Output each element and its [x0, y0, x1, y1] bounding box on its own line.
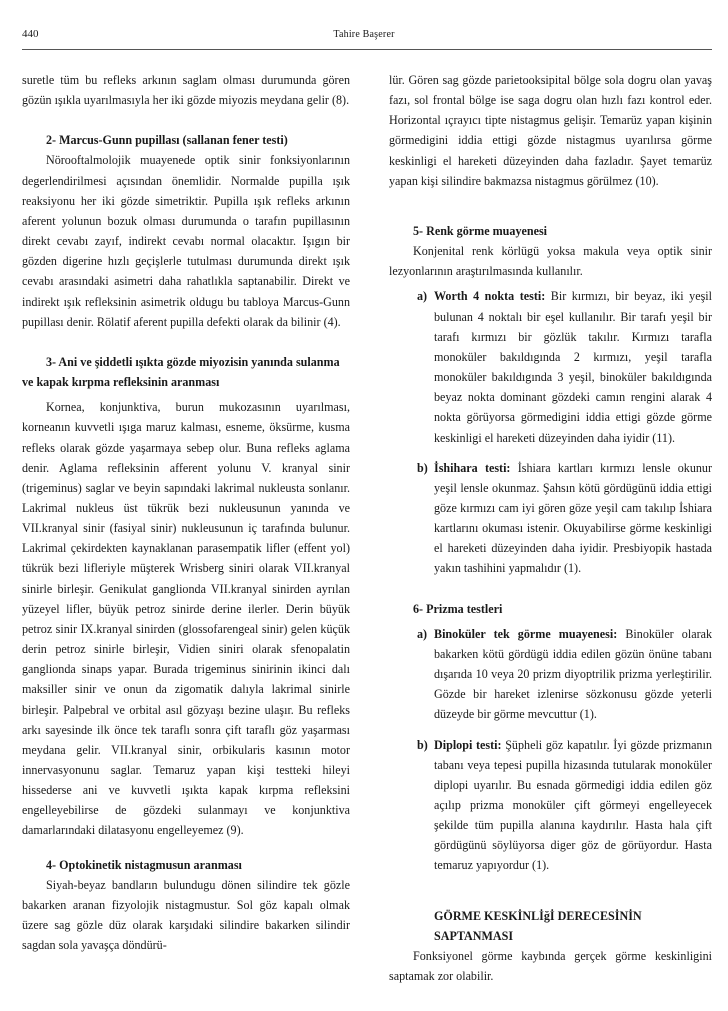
- paragraph-color-vision: Konjenital renk körlügü yoksa makula veya optik sinir lezyonlarının araştırılmasında kullanılır.: [389, 244, 712, 279]
- heading-visual-acuity-line2: SAPTANMASI: [434, 928, 514, 943]
- heading-reflex-test: 3- Ani ve şiddetli ışıkta gözde miyozisin yanında sulanma ve kapak kırpma refleksinin aranması: [22, 354, 340, 390]
- list-term: Binoküler tek görme muayenesi:: [434, 626, 618, 641]
- list-term: Worth 4 nokta testi:: [434, 289, 546, 304]
- heading-optokinetic: 4- Optokinetik nistagmusun aranması: [46, 857, 242, 872]
- left-column: [22, 70, 350, 955]
- page-header: [0, 0, 728, 56]
- paragraph-optokinetic: Siyah-beyaz bandların bulundugu dönen silindire tek gözle bakarken aranan fizyolojik nistagmustur. Sol göz kapalı olmak üzere sag gözle düz olarak karşıdaki silindire bakarken silindir sagdan sola yavaşça döndürü-: [22, 877, 350, 953]
- heading-visual-acuity-line1: GÖRME KESKİNLİğİ DERECESİNİN: [434, 908, 642, 923]
- list-item-binocular-test: [389, 624, 712, 725]
- list-item-worth-test: [389, 286, 712, 447]
- paragraph-reflex-test: Kornea, konjunktiva, burun mukozasının uyarılması, korneanın kuvvetli ışıga maruz kalması, esneme, öksürme, kusma refleks olarak gözde yaşarmaya sebep olur. Buna refleks aglama denir. Aglama refleksinin afferent yolunu V. kranyal sinir (trigeminus) saglar ve beyin sapındaki lakrimal nukleusta sonlanır. Lakrimal nukleus üst tükrük bezi nukleusunun yanında ve VII.kranyal sinir (fasiyal sinir) nukleusunun iç tarafında bulunur. Lakrimal çekirdekten kaynaklanan parasempatik lifler (effent yol) tükrük bezi lifleriyle müşterek Wrisberg siniri olarak VII.kranyal sinirle birleşir. Genikulat ganglionda VII.kranyal sinirden ayrılan yüzeyel lifler, büyük petroz sinirde derine ilerler. Derin büyük petroz sinir IX.kranyal sinirden (glossofarengeal sinir) gelen küçük derin petroz sinirle birleşir, Vidien siniri olarak sfenopalatin ganglionda sinaps yapar. Burada trigeminus sinirinin ikinci dalı maksiller sinir ve onun da zigomatik dalıyla lakrimal sinirle birleşir. Palpebral ve orbital asıl gözyaşı bezine ulaşır. Bu refleks arkı sayesinde ilk önce tek taraflı sonra çift taraflı göz yaşarması meydana gelir. VII.kranyal sinir, orbikularis kasının motor innervasyonunu saglar. Temaruz yapan kişi testteki hileyi hissederse ani ve kuvvetli ışıkta kapak kırpma refleksini engelleyebilirse de gözdeki sulanmayı ve konjunktiva damarlarındaki dilatasyonu engelleyemez (9).: [22, 400, 350, 838]
- list-text: Bir kırmızı, bir beyaz, iki yeşil bulunan 4 noktalı bir eşel kullanılır. Bir tarafı yeşil bir tarafı kırmızı bir gözlük takılır. Kırmızı tarafla monoküler bakıldıgında 2 kırmızı, yeşil tarafla monoküler bakıldıgında 3 yeşil, binoküler bakıldıgında beyaz nokta dominant gözdeki camın rengini alarak 4 nokta görüyorsa görmedigini iddia ettigi gözde görme keskinligi el hareketi düzeyinden daha iyidir (11).: [434, 289, 712, 445]
- list-item-diplopia-test: [389, 735, 712, 876]
- heading-color-vision: 5- Renk görme muayenesi: [413, 223, 548, 238]
- list-text: Şüpheli göz kapatılır. İyi gözde prizmanın tabanı veya tepesi pupilla hizasında tutularak monoküler diplopi uyarılır. Bu esnada görmedigi iddia edilen göz açılıp prizma monoküler çift görmeyi engelleyecek şekilde tüm pupilla alanına kaydırılır. Hasta hala çift gördügünü söylüyorsa diger göz de görüyordur. Hasta temaruz yapıyordur (1).: [434, 737, 712, 873]
- page-number: 440: [22, 28, 39, 40]
- list-term: İshihara testi:: [434, 460, 511, 475]
- paragraph-nystagmus-continued: lür. Gören sag gözde parietooksipital bölge sola dogru olan yavaş fazı, sol frontal bölge ise saga dogru olan hızlı fazı kontrol eder. Horizontal ıçrayıcı tipte nistagmus gelişir. Temarüz yapan kişinin görmedigini iddia ettigi gözde nistagmus uyarılırsa görme keskinligi el hareketi düzeyinden daha fazladır. Şayet temarüz yapan kişi silindire bakmazsa nistagmus görülmez (10).: [389, 73, 712, 188]
- list-marker: b): [417, 460, 428, 475]
- paragraph-continuation: suretle tüm bu refleks arkının saglam olması durumunda gören gözün ışıkla uyarılmasıyla her iki gözde miyozis meydana gelir (8).: [22, 73, 350, 108]
- list-text: İshiara kartları kırmızı lensle okunur yeşil lensle okunmaz. Şahsın kötü gördügünü iddia ettigi göze kırmızı cam iyi gören göze yeşil cam takılıp İshiara kartlarını okuması istenir. Okuyabilirse görme keskinligi el hareketi düzeyinden daha iyidir. Presbiyopik hastada yakın tashihini yapmalıdır (1).: [434, 460, 712, 576]
- paragraph-visual-acuity: Fonksiyonel görme kaybında gerçek görme keskinligini saptamak zor olabilir.: [389, 948, 712, 984]
- list-marker: a): [417, 626, 428, 641]
- heading-visual-acuity: [389, 906, 712, 946]
- running-head-author: Tahire Başerer: [333, 29, 395, 40]
- list-marker: b): [417, 737, 428, 752]
- list-term: Diplopi testi:: [434, 737, 502, 752]
- list-item-ishihara-test: [389, 458, 712, 579]
- list-marker: a): [417, 289, 428, 304]
- list-text: Binoküler olarak bakarken kötü gördügü iddia edilen gözün önüne tabanı dışarıda 10 veya 20 prizm diyoptrilik prizma yerleştirilir. Gözde bir hareket izlenirse sözkonusu gözde yeterli düzeyde bir görme mevcuttur (1).: [434, 626, 713, 722]
- heading-prism-tests: 6- Prizma testleri: [413, 601, 503, 616]
- right-column: [389, 70, 712, 986]
- paragraph-marcus-gunn: Nörooftalmolojik muayenede optik sinir fonksiyonlarının degerlendirilmesi açısından önemlidir. Normalde pupilla ışık reaksiyonu her iki gözde simetriktir. Pupilla ışık refleks arkının aferent yolunun bozuk olması durumunda o tarafın pupillasının direkt cevabı zayıf, indirekt cevabı normal olacaktır. Işıgın bir gözden digerine hızlı geçişlerle tutulması durumunda direkt ışık cevabı arasındaki asimetri daha rahatlıkla saptanabilir. Direkt ve indirekt ışık refleksinin asimetrik oldugu bu tabloya Marcus-Gunn pupillası denir. Rölatif aferent pupilla defekti olarak da bilinir (4).: [22, 153, 350, 329]
- header-rule: [22, 49, 712, 50]
- heading-marcus-gunn: 2- Marcus-Gunn pupillası (sallanan fener testi): [46, 133, 288, 148]
